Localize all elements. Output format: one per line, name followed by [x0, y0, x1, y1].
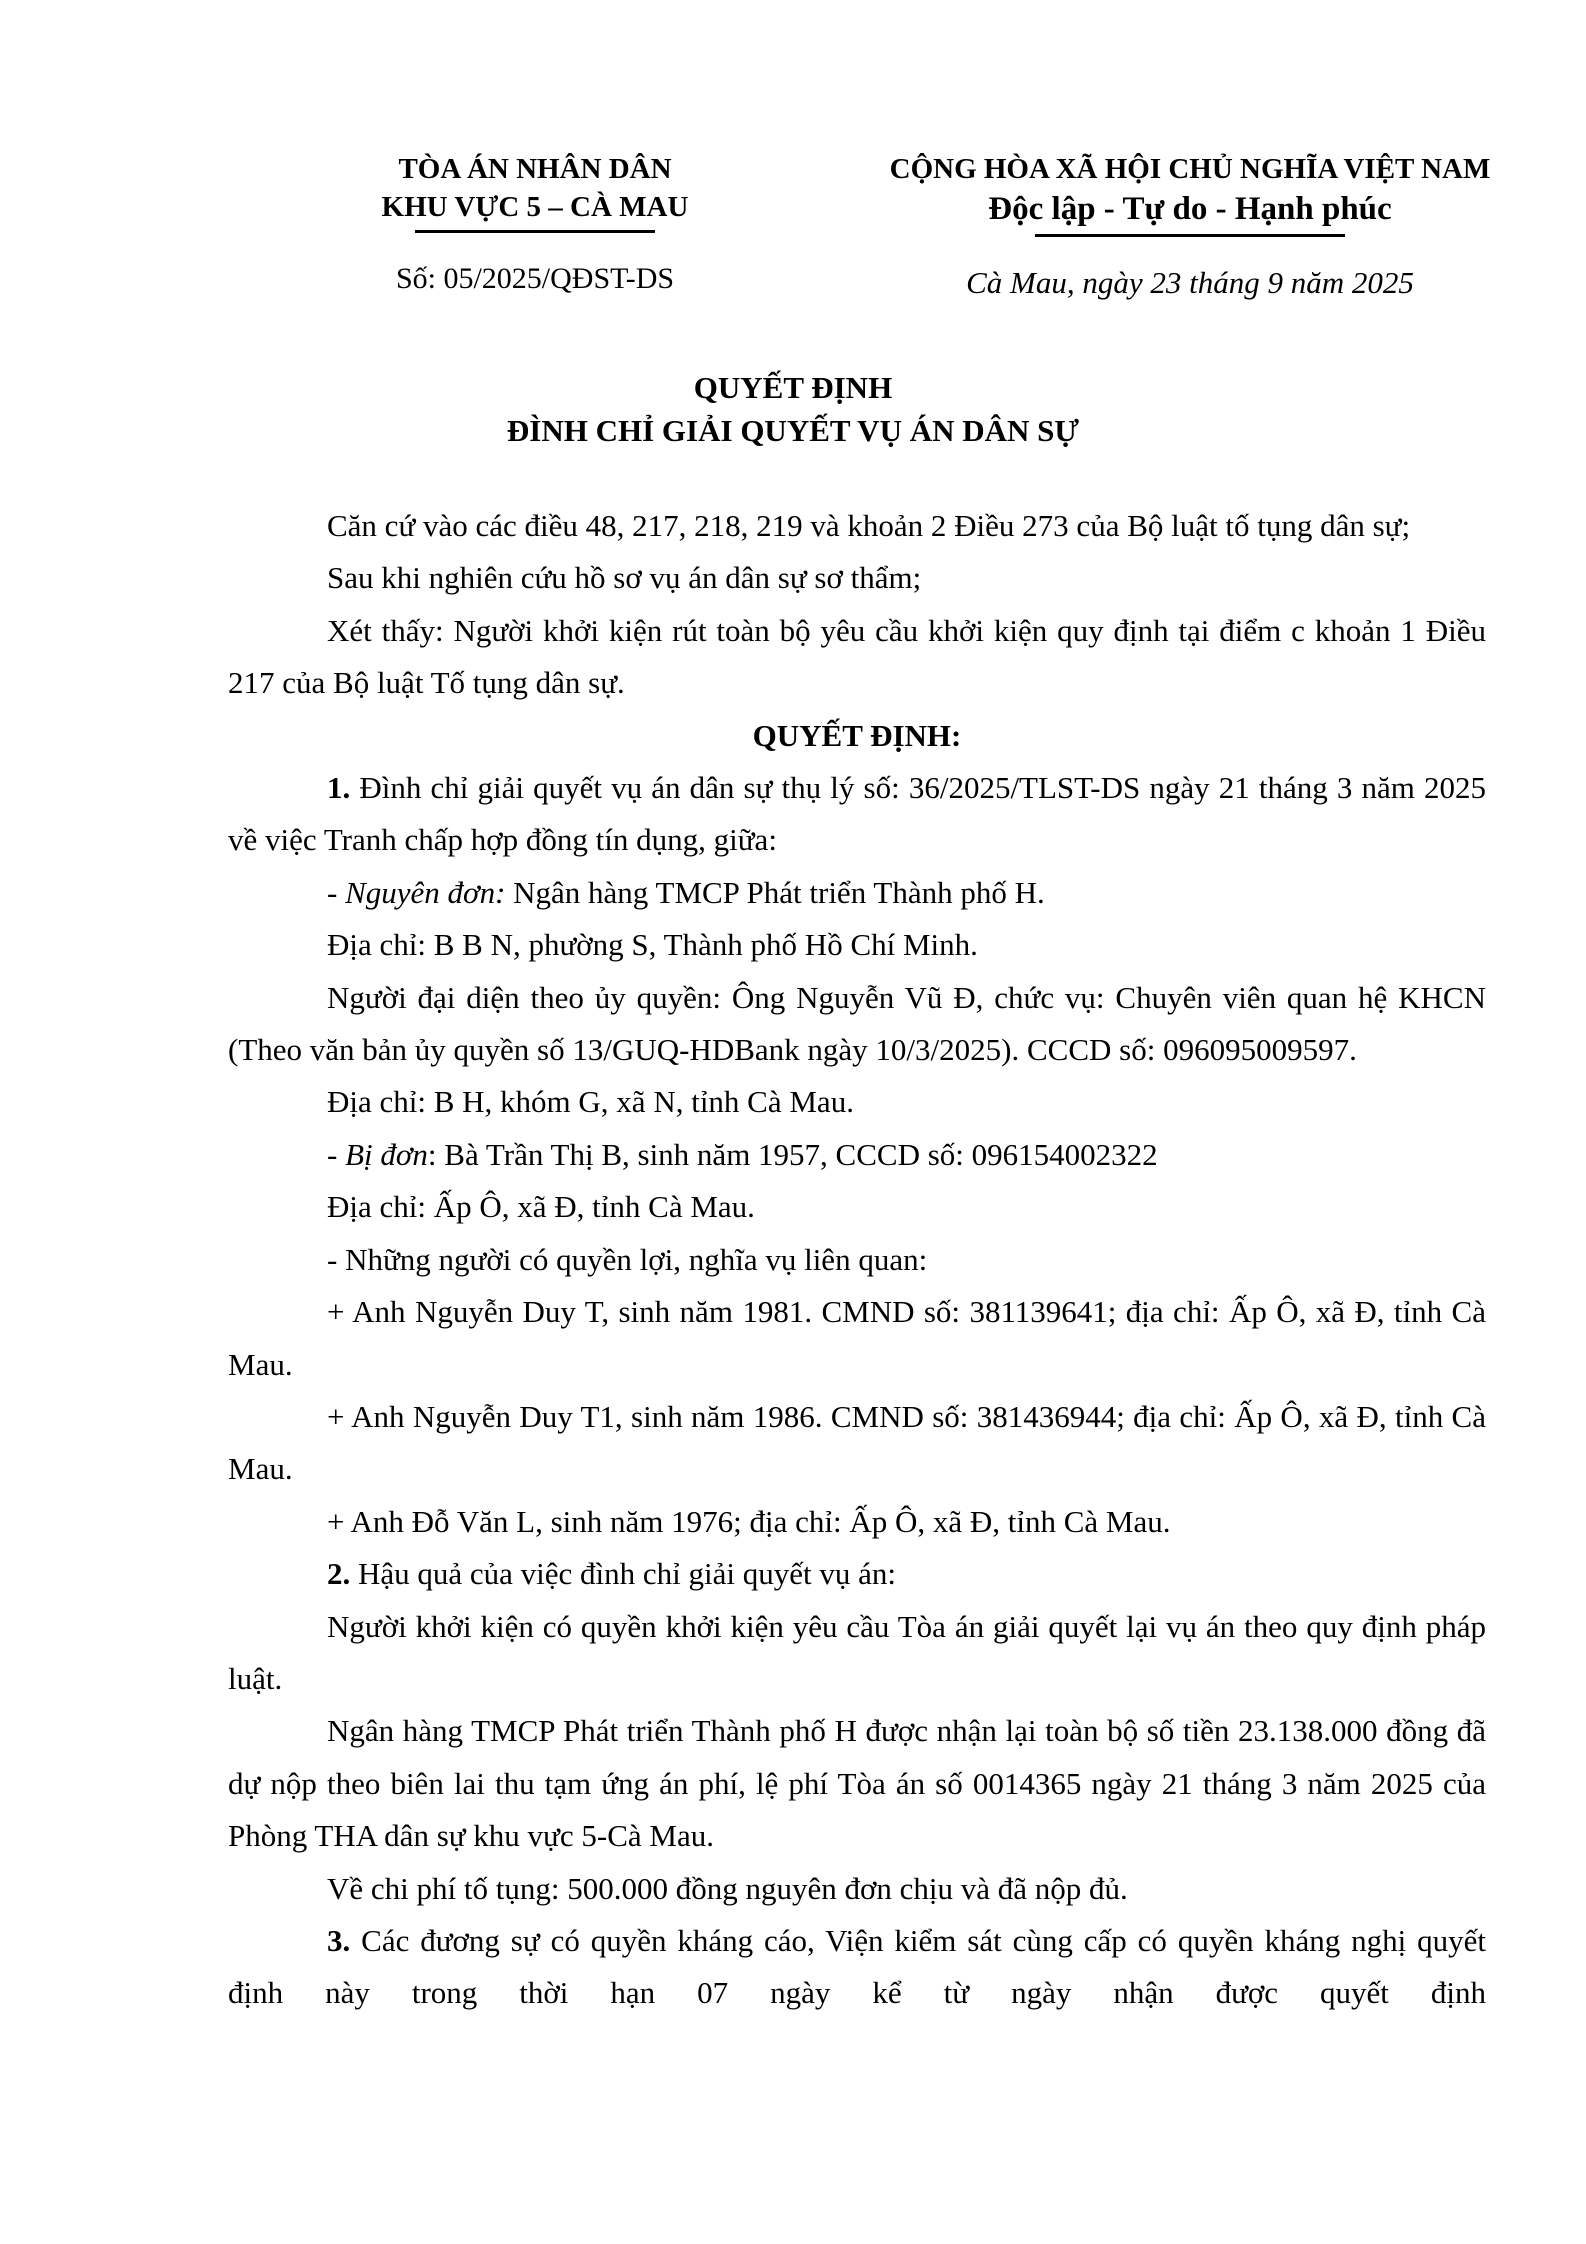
related-parties-heading: - Những người có quyền lợi, nghĩa vụ liên quan:: [327, 1241, 928, 1277]
court-name: TÒA ÁN NHÂN DÂN: [398, 153, 672, 185]
court-region: KHU VỰC 5 – CÀ MAU: [381, 191, 689, 223]
section-1-text: Đình chỉ giải quyết vụ án dân sự thụ lý số: 36/2025/TLST-DS ngày 21 tháng 3 năm 2025 về việc Tranh chấp hợp đồng tín dụng, giữa:: [228, 770, 1486, 858]
document-title: QUYẾT ĐỊNH: [693, 370, 893, 405]
preamble-legal-basis: Căn cứ vào các điều 48, 217, 218, 219 và khoản 2 Điều 273 của Bộ luật tố tụng dân sự;: [327, 508, 1411, 543]
costs-paragraph: Về chi phí tố tụng: 500.000 đồng nguyên đơn chịu và đã nộp đủ.: [327, 1870, 1128, 1906]
court-header-divider: [415, 230, 655, 233]
preamble-finding: Xét thấy: Người khởi kiện rút toàn bộ yêu cầu khởi kiện quy định tại điểm c khoản 1 Điều 217 của Bộ luật Tố tụng dân sự.: [228, 612, 1486, 701]
section-3-text: Các đương sự có quyền kháng cáo, Viện kiểm sát cùng cấp có quyền kháng nghị quyết định này trong thời hạn 07 ngày kể từ ngày nhận được quyết định: [228, 1922, 1486, 2011]
preamble-review: Sau khi nghiên cứu hồ sơ vụ án dân sự sơ thẩm;: [327, 560, 922, 596]
related-party: + Anh Đỗ Văn L, sinh năm 1976; địa chỉ: Ấp Ô, xã Đ, tỉnh Cà Mau.: [327, 1503, 1171, 1539]
national-header: [830, 150, 1550, 237]
motto-divider: [1035, 234, 1345, 237]
plaintiff-address: Địa chỉ: B B N, phường S, Thành phố Hồ Chí Minh.: [327, 927, 978, 963]
list-dash: -: [327, 874, 346, 910]
representative-address: Địa chỉ: B H, khóm G, xã N, tỉnh Cà Mau.: [327, 1084, 854, 1120]
section-number: 1.: [327, 770, 351, 806]
section-2-heading: [228, 1548, 1486, 1600]
defendant-line: [228, 1129, 1486, 1181]
plaintiff-name: Ngân hàng TMCP Phát triển Thành phố H.: [505, 874, 1045, 910]
document-subtitle: ĐÌNH CHỈ GIẢI QUYẾT VỤ ÁN DÂN SỰ: [506, 413, 1080, 448]
defendant-info: : Bà Trần Thị B, sinh năm 1957, CCCD số: 096154002322: [427, 1136, 1158, 1172]
court-header: [330, 150, 740, 233]
representative-info: Người đại diện theo ủy quyền: Ông Nguyễn Vũ Đ, chức vụ: Chuyên viên quan hệ KHCN (Theo văn bản ủy quyền số 13/GUQ-HDBank ngày 10/3/2025). CCCD số: 096095009597.: [228, 979, 1486, 1068]
defendant-label: Bị đơn: [345, 1136, 428, 1172]
place-date: Cà Mau, ngày 23 tháng 9 năm 2025: [966, 265, 1414, 300]
national-title: CỘNG HÒA XÃ HỘI CHỦ NGHĨA VIỆT NAM: [889, 153, 1491, 185]
consequence-paragraph: Người khởi kiện có quyền khởi kiện yêu cầu Tòa án giải quyết lại vụ án theo quy định pháp luật.: [228, 1608, 1486, 1696]
section-number: 2.: [327, 1556, 351, 1592]
plaintiff-line: [228, 867, 1486, 919]
document-body: [228, 500, 1486, 2020]
related-party: + Anh Nguyễn Duy T1, sinh năm 1986. CMND số: 381436944; địa chỉ: Ấp Ô, xã Đ, tỉnh Cà Mau.: [228, 1398, 1486, 1487]
related-party: + Anh Nguyễn Duy T, sinh năm 1981. CMND số: 381139641; địa chỉ: Ấp Ô, xã Đ, tỉnh Cà Mau.: [228, 1294, 1486, 1382]
document-number: Số: 05/2025/QĐST-DS: [395, 262, 675, 295]
plaintiff-label: Nguyên đơn:: [345, 874, 506, 910]
refund-paragraph: Ngân hàng TMCP Phát triển Thành phố H được nhận lại toàn bộ số tiền 23.138.000 đồng đã dự nộp theo biên lai thu tạm ứng án phí, lệ phí Tòa án số 0014365 ngày 21 tháng 3 năm 2025 của Phòng THA dân sự khu vực 5-Cà Mau.: [228, 1713, 1486, 1854]
decision-heading: QUYẾT ĐỊNH:: [752, 717, 962, 753]
national-motto: Độc lập - Tự do - Hạnh phúc: [988, 191, 1392, 227]
defendant-address: Địa chỉ: Ấp Ô, xã Đ, tỉnh Cà Mau.: [327, 1189, 755, 1225]
section-number: 3.: [327, 1922, 351, 1958]
section-3-paragraph: [228, 1915, 1486, 2020]
section-1-paragraph: [228, 762, 1486, 867]
list-dash: -: [327, 1136, 346, 1172]
section-2-text: Hậu quả của việc đình chỉ giải quyết vụ án:: [350, 1556, 897, 1592]
